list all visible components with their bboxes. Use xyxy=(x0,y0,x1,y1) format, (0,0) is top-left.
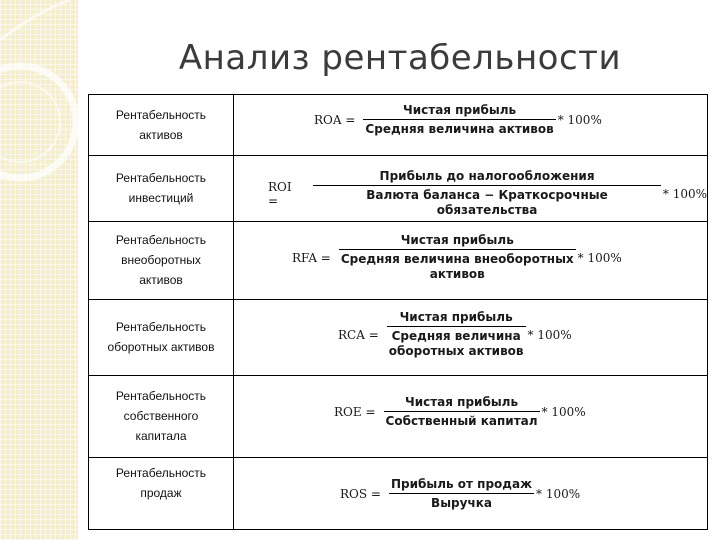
row-label: Рентабельность собственного капитала xyxy=(115,389,207,443)
roa-formula xyxy=(314,103,602,137)
fraction-denominator: Средняя величина оборотных активов xyxy=(387,326,526,359)
table-row xyxy=(89,95,707,156)
formula-multiplier: * 100% xyxy=(577,250,622,265)
profitability-table xyxy=(88,94,708,530)
table-row xyxy=(89,457,707,529)
fraction-numerator: Чистая прибыль xyxy=(400,233,514,247)
formula-lhs: ROS = xyxy=(340,487,381,501)
roi-formula xyxy=(268,169,707,218)
fraction-numerator: Чистая прибыль xyxy=(405,395,519,409)
row-label: Рентабельность активов xyxy=(115,108,207,142)
roe-formula xyxy=(334,395,586,429)
row-label-cell xyxy=(89,299,234,375)
decorative-side-panel xyxy=(0,0,78,540)
row-label-cell xyxy=(89,457,234,529)
fraction xyxy=(389,477,534,511)
formula-multiplier: * 100% xyxy=(662,186,707,201)
formula-lhs: ROE = xyxy=(334,405,376,419)
formula-multiplier: * 100% xyxy=(557,113,602,127)
formula-multiplier: * 100% xyxy=(536,487,581,501)
fraction xyxy=(363,103,555,137)
row-label: Рентабельность оборотных активов xyxy=(107,320,215,354)
formula-cell xyxy=(234,155,707,221)
row-label-cell xyxy=(89,375,234,457)
table-row xyxy=(89,375,707,458)
formula-cell xyxy=(234,375,707,457)
formula-cell xyxy=(234,299,707,375)
formula-multiplier: * 100% xyxy=(541,405,586,419)
fraction xyxy=(387,310,526,359)
formula-lhs: ROA = xyxy=(314,113,356,127)
fraction-numerator: Прибыль от продаж xyxy=(390,477,533,491)
formula-lhs: RFA = xyxy=(292,250,331,265)
row-label-cell xyxy=(89,155,234,221)
fraction-numerator: Прибыль до налогообложения xyxy=(379,169,595,183)
formula-cell xyxy=(234,457,707,529)
fraction-denominator: Средняя величина внеоборотных активов xyxy=(339,249,576,282)
decorative-circles xyxy=(0,0,78,540)
row-label-cell xyxy=(89,95,234,155)
fraction-numerator: Чистая прибыль xyxy=(403,103,517,117)
fraction xyxy=(339,233,576,282)
fraction-numerator: Чистая прибыль xyxy=(399,310,513,324)
row-label-cell xyxy=(89,221,234,299)
rca-formula xyxy=(338,310,572,359)
formula-cell xyxy=(234,221,707,299)
formula-lhs: ROI = xyxy=(268,179,292,208)
rfa-formula xyxy=(292,233,622,282)
table-row xyxy=(89,221,707,300)
table-row xyxy=(89,299,707,376)
fraction-denominator: Валюта баланса − Краткосрочные обязательства xyxy=(313,185,661,218)
row-label: Рентабельность инвестиций xyxy=(115,171,207,205)
fraction xyxy=(384,395,540,429)
fraction-denominator: Собственный капитал xyxy=(384,411,540,429)
page-title: Анализ рентабельности xyxy=(178,38,622,78)
formula-multiplier: * 100% xyxy=(527,327,572,342)
ros-formula xyxy=(340,477,580,511)
row-label: Рентабельность внеоборотных активов xyxy=(115,233,207,287)
fraction-denominator: Средняя величина активов xyxy=(363,119,555,137)
row-label: Рентабельность продаж xyxy=(115,466,207,500)
fraction xyxy=(313,169,661,218)
formula-cell xyxy=(234,95,707,155)
table-row xyxy=(89,155,707,222)
fraction-denominator: Выручка xyxy=(389,493,534,511)
formula-lhs: RCA = xyxy=(338,327,379,342)
